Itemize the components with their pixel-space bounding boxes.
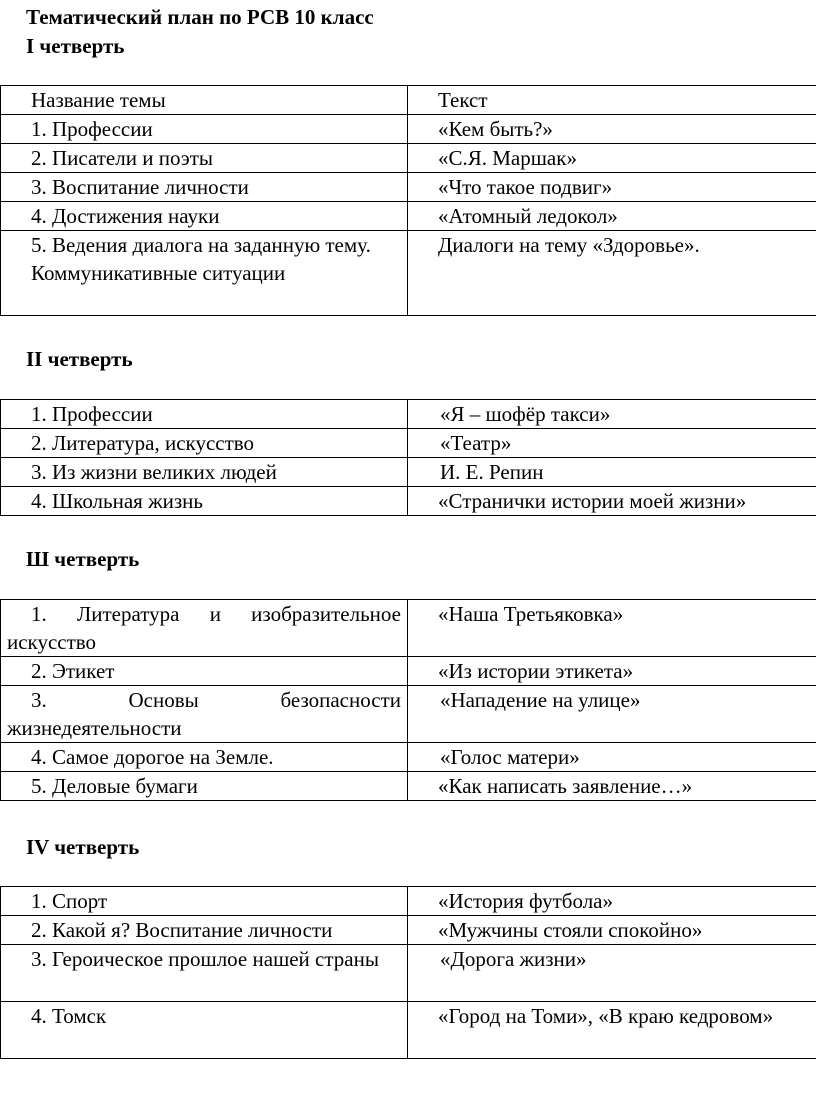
- quarter-2-table: [0, 399, 816, 516]
- page-title: Тематический план по РСВ 10 класс: [26, 5, 374, 29]
- topic-text: 3. Воспитание личности: [31, 175, 249, 199]
- text-cell: [408, 429, 816, 458]
- text-title: «Голос матери»: [440, 745, 580, 769]
- quarter-4-heading: IV четверть: [26, 835, 140, 859]
- topic-text: 5. Деловые бумаги: [31, 774, 198, 798]
- topic-text: 4. Самое дорогое на Земле.: [31, 745, 274, 769]
- topic-cell: [1, 945, 408, 1002]
- topic-cell: [1, 887, 408, 916]
- topic-cell: [1, 458, 408, 487]
- quarter-3-heading: Ш четверть: [26, 547, 140, 571]
- table-row: [1, 400, 816, 429]
- topic-header: Название темы: [31, 88, 166, 112]
- topic-cell: [1, 173, 408, 202]
- text-title: «Наша Третьяковка»: [438, 602, 624, 626]
- topic-extra-text: Коммуникативные ситуации: [31, 261, 286, 285]
- text-header: Текст: [438, 88, 488, 112]
- topic-cell: [1, 144, 408, 173]
- text-cell: [408, 458, 816, 487]
- topic-text: 3. Из жизни великих людей: [31, 460, 277, 484]
- topic-text: 1. Профессии: [31, 117, 153, 141]
- text-cell: [408, 916, 816, 945]
- text-title: «Из истории этикета»: [438, 659, 634, 683]
- quarter-1-table: [0, 85, 816, 316]
- text-title: «Что такое подвиг»: [438, 175, 613, 199]
- text-cell: [408, 1002, 816, 1059]
- topic-text: 1. Литература и изобразительное искусство: [7, 602, 401, 654]
- topic-text: 4. Достижения науки: [31, 204, 220, 228]
- table-row: [1, 231, 816, 316]
- quarter-4-table: [0, 886, 816, 1059]
- text-title: «Странички истории моей жизни»: [438, 489, 747, 513]
- topic-text: 2. Литература, искусство: [31, 431, 255, 455]
- topic-cell: [1, 657, 408, 686]
- text-title: «Дорога жизни»: [440, 947, 587, 971]
- topic-cell: [1, 202, 408, 231]
- topic-cell: [1, 429, 408, 458]
- topic-cell: [1, 743, 408, 772]
- quarter-2-heading: II четверть: [26, 347, 133, 371]
- topic-cell: [1, 600, 408, 657]
- topic-text: 2. Писатели и поэты: [31, 146, 214, 170]
- text-cell: [408, 144, 816, 173]
- topic-cell: [1, 86, 408, 115]
- text-cell: [408, 86, 816, 115]
- table-row: [1, 1002, 816, 1059]
- text-cell: [408, 743, 816, 772]
- topic-text: 5. Ведения диалога на заданную тему.: [31, 233, 371, 257]
- text-title: «Кем быть?»: [438, 117, 553, 141]
- topic-text: 4. Школьная жизнь: [31, 489, 203, 513]
- topic-cell: [1, 400, 408, 429]
- text-title: «Нападение на улице»: [440, 688, 641, 712]
- table-row: [1, 657, 816, 686]
- text-cell: [408, 231, 816, 316]
- quarter-3-table: [0, 599, 816, 801]
- table-row: [1, 144, 816, 173]
- text-title: «Атомный ледокол»: [438, 204, 618, 228]
- table-row: [1, 945, 816, 1002]
- text-title: «С.Я. Маршак»: [438, 146, 577, 170]
- topic-text: 1. Спорт: [31, 889, 108, 913]
- quarter-1-heading: I четверть: [26, 34, 125, 58]
- table-header-row: [1, 86, 816, 115]
- text-title: И. Е. Репин: [440, 460, 544, 484]
- text-title: «История футбола»: [438, 889, 614, 913]
- topic-text: 2. Этикет: [31, 659, 115, 683]
- text-title: «Театр»: [440, 431, 512, 455]
- text-cell: [408, 657, 816, 686]
- topic-text: 2. Какой я? Воспитание личности: [31, 918, 333, 942]
- table-row: [1, 600, 816, 657]
- table-row: [1, 887, 816, 916]
- text-cell: [408, 202, 816, 231]
- table-row: [1, 115, 816, 144]
- table-row: [1, 772, 816, 801]
- topic-cell: [1, 1002, 408, 1059]
- topic-text: 3. Основы безопасности жизнедеятельности: [7, 688, 401, 740]
- table-row: [1, 458, 816, 487]
- topic-text: 3. Героическое прошлое нашей страны: [31, 947, 379, 971]
- text-title: «Я – шофёр такси»: [440, 402, 611, 426]
- text-cell: [408, 600, 816, 657]
- topic-text: 1. Профессии: [31, 402, 153, 426]
- topic-cell: [1, 686, 408, 743]
- table-row: [1, 916, 816, 945]
- text-cell: [408, 115, 816, 144]
- table-row: [1, 487, 816, 516]
- topic-cell: [1, 772, 408, 801]
- text-cell: [408, 487, 816, 516]
- text-cell: [408, 173, 816, 202]
- text-title: «Мужчины стояли спокойно»: [438, 918, 703, 942]
- table-row: [1, 202, 816, 231]
- text-cell: [408, 887, 816, 916]
- text-cell: [408, 945, 816, 1002]
- text-title: «Как написать заявление…»: [438, 774, 693, 798]
- text-cell: [408, 400, 816, 429]
- text-cell: [408, 772, 816, 801]
- text-title: «Город на Томи», «В краю кедровом»: [438, 1004, 774, 1028]
- table-row: [1, 686, 816, 743]
- topic-cell: [1, 115, 408, 144]
- table-row: [1, 173, 816, 202]
- topic-cell: [1, 487, 408, 516]
- text-cell: [408, 686, 816, 743]
- table-row: [1, 743, 816, 772]
- text-title: Диалоги на тему «Здоровье».: [438, 233, 700, 257]
- topic-cell: [1, 231, 408, 316]
- table-row: [1, 429, 816, 458]
- topic-text: 4. Томск: [31, 1004, 107, 1028]
- topic-cell: [1, 916, 408, 945]
